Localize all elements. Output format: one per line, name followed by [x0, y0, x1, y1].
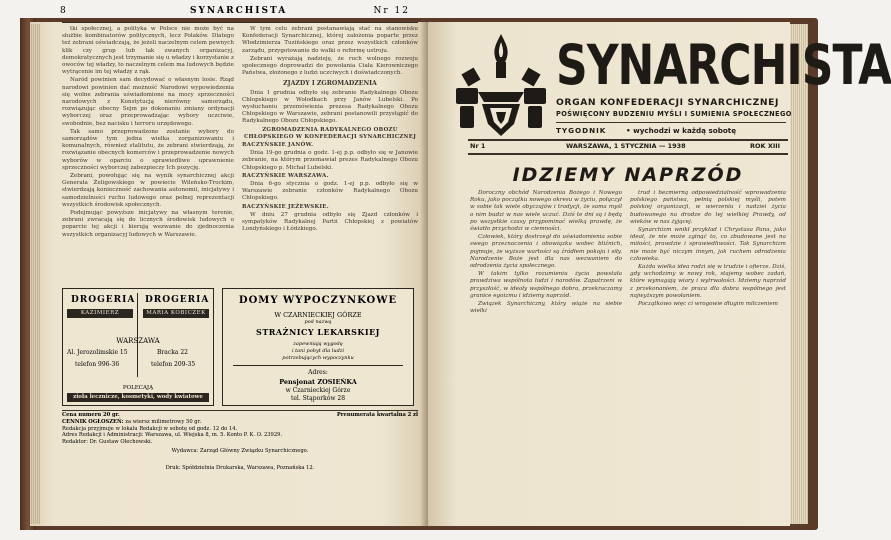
right-column-1	[470, 190, 622, 520]
rest-house-desc: potrzebujących wypoczynku	[282, 355, 354, 361]
admin-address: Adres Redakcji i Administracji: Warszawa, ul. Wiejska 8, m. 5. Konto P. K. O. 23929.	[62, 432, 283, 439]
footer-rule	[62, 410, 418, 411]
running-title: SYNARCHISTA	[190, 6, 288, 16]
masthead-tagline: POŚWIĘCONY BUDZENIU MYŚLI I SUMIENIA SPOŁECZNEGO	[556, 110, 792, 118]
left-page-header	[60, 4, 410, 20]
left-column-1	[62, 26, 234, 284]
paragraph: Tak samo przeprowadzone zostanie wybory do samorządów tym jedna wielka zorganizowaniu i komunalnych, również stalitutu, że zebrani stwierdzają, że rozwiązanie obecnych komerców i przeprowadzenie nowych wyborów w oparciu o sprawiedliwe uprawnienie sprzeczności wyborczej zabezpieczy Ich pozycję.	[62, 128, 234, 171]
rest-house-desc: zapewniają wygodę	[293, 341, 343, 347]
paragraph: Człowiek, który dostrzegł do uświadomienia sobie swego przeznaczenia i obowiązku wobec bliźnich, pojmuje, że wyższe wartości są źródłem pokoju i siły. Narodzenie Boże jest dla nas wezwaniem do odrodzenia życia społecznego.	[470, 234, 622, 270]
publisher: Wydawca: Zarząd Główny Związku Synarchicznego.	[171, 448, 309, 455]
subsection-title: RACZYŃSKIE JANÓW.	[242, 142, 314, 149]
paragraph: Doroczny obchód Narodzenia Bożego i Nowego Roku, jako początku nowego okresu w życiu, połączył w sobie tak wiele obyczajów i tradycji, że sama myśl o nim budzi w nas wiele uczuć. Dziś te dni są i będą po wszystkie czasy przypominać wielką prawdę, że światło przychodzi w ciemności.	[470, 190, 622, 233]
drogeria-goods: zioła lecznicze, kosmetyki, wody kwiatowe	[67, 393, 209, 402]
left-column-2	[242, 26, 418, 284]
drogeria-address: Bracka 22	[157, 349, 188, 356]
paragraph: Synarchizm wnikł przykład i Chrystusa Pana, jako ideał, że nie może zginąć to, co zbudowane jest na miłości, prawdzie i sprawiedliwości. Tak Synarchizm nie może być niczym innym, jak ruchem odrodzenia człowieka.	[630, 227, 786, 262]
section-heading: ZJAZDY I ZGROMADZENIA	[283, 80, 377, 88]
masthead-subtitle: ORGAN KONFEDERACJI SYNARCHICZNEJ	[556, 97, 780, 108]
advertisements	[62, 288, 418, 406]
masthead-title: SYNARCHISTA	[556, 34, 891, 98]
ad-rates-text: za wiersz milimetrowy 50 gr.	[125, 419, 202, 425]
ad-divider	[137, 293, 138, 377]
drogeria-owner: KAZIMIERZ KOBICZEK	[67, 309, 133, 318]
rest-house-title: DOMY WYPOCZYNKOWE	[238, 295, 398, 306]
headline: IDZIEMY NAPRZÓD	[512, 164, 744, 186]
paragraph: W takim tylko rozumieniu życia powstała prawdziwa wspólnota ludzi i narodów. Zapatrzeni w przyszłość, w ideały wspólnego dobra, przekraczamy granice egoizmu i idziemy naprzód.	[470, 271, 622, 299]
issue-price: Cena numeru 20 gr.	[62, 412, 120, 418]
rest-house-address-label: Adres:	[308, 369, 328, 376]
paragraph: Podejmując powyższe inicjatywy na własnym terenie, zebrani zwracają się do licznych środowisk ludowych o poparcie tej akcji i kierują wezwanie do zjednoczenia wszystkich organizacyj ludowych w Warszawie.	[62, 210, 234, 238]
ad-rates	[62, 419, 418, 426]
subsection-title: RACZYŃSKIE JEŻEWSKIE.	[242, 203, 329, 210]
price-row	[62, 412, 418, 419]
drogeria-phone: telefon 996-36	[75, 361, 120, 368]
drogeria-recommend: POLECAJĄ	[122, 385, 154, 391]
issue-number: Nr 1	[470, 142, 486, 150]
rest-house-name: STRAŻNICY LEKARSKIEJ	[256, 327, 380, 337]
paragraph: Zebrani wyrażają nadzieję, że ruch wolnego rozwoju społecznego doprowadzi do powołania Ciała Kierowniczego Państwa, złożonego z ludzi uczciwych i doświadczonych.	[242, 55, 418, 77]
issue-rule-bottom	[468, 153, 788, 155]
editorial-hours: Redakcja przyjmuje w lokalu Redakcji w sobotę od godz. 12 do 14.	[62, 425, 238, 432]
subsection-title: RACZYŃSKIE WARSZAWA.	[242, 172, 329, 179]
drogeria-address: Al. Jerozolimskie 15	[67, 349, 128, 356]
paragraph: Dnia 1 grudnia odbyło się zebranie Radykalnego Obozu Chłopskiego w Wołodkach przy Janów Lubelski. Po wysłuchaniu przemówienia prezesa Radykalnego Obozu Chłopskiego w Warszawie, zebrani postanowili przystąpić do Radykalnego Obozu Chłopskiego.	[242, 89, 418, 125]
drogeria-name: DROGERIA	[145, 295, 210, 305]
page-number: 8	[60, 6, 68, 16]
issue-year: ROK XIII	[750, 142, 781, 150]
paragraph: Dnia 19-go grudnia o godz. 1-ej p.p. odbyło się w Janowie zebranie, na którym przemawiał prezes Radykalnego Obozu Chłopskiego p. Michał Lubelski.	[242, 150, 418, 171]
paragraph: Zebrani, powołując się na wynik synarchicznej akcji Generała Żeligowskiego w powiecie Wileńsko-Trockim, stwierdzają konieczność zachowania autonomii, inicjatywy i samodzielności ruchu ludowego oraz pełnej reprezentacji wszystkich środowisk społecznych.	[62, 173, 234, 208]
drogeria-name: DROGERIA	[71, 295, 136, 305]
ad-rates-label: CENNIK OGŁOSZEŃ:	[62, 419, 124, 425]
right-page-stack	[790, 24, 808, 524]
paragraph: W dniu 27 grudnia odbyło się Zjazd członków i sympatyków Radykalnej Partii Chłopskiej z powiatów Londyńskiego i Łódzkiego.	[242, 211, 418, 233]
right-column-2	[630, 190, 786, 520]
rest-house-under: pod nazwą	[304, 319, 332, 325]
left-page-stack	[30, 24, 40, 524]
rest-house-ad	[222, 288, 414, 406]
rest-house-town: w Czarnieckiej Górze	[285, 387, 351, 394]
paragraph: Naród powinien sam decydować o własnym losie. Rząd narodowi powinien dać możność Narodowi wypowiedzenia się wolne zebrania uświadomione na mocy sprzeczności narodowych z Konstytucją nierówny samorządu, rozwiązując obecny Sejm po dokonaniu zmiany ordynacji wyborczej oraz przeprowadzając wybory uczciwie, swobodnie, bez nacisku i terroru urzędowego.	[62, 77, 234, 127]
paragraph: W tym celu zebrani postanawiają stać na stanowisku Konfederacji Synarchicznej, której założenia poparte przez Włodzimierza Tuzińskiego oraz przez wszystkich członków zarządu, przygotowanie do walki o reformę ustroju.	[242, 26, 418, 54]
paragraph: Początkowo więc ci wrogowie długim milczeniem	[638, 301, 778, 308]
header-rule	[62, 22, 418, 23]
editor-name: Redaktor: Dr. Gustaw Olechowski.	[62, 438, 153, 445]
rest-house-desc: i tani pobyt dla ludzi	[291, 348, 345, 354]
issue-date: WARSZAWA, 1 STYCZNIA — 1938	[566, 142, 686, 150]
footer	[62, 412, 418, 472]
ad-rule	[233, 365, 403, 366]
issue-rule-top	[468, 139, 788, 141]
paragraph: Związek Synarchiczny, który wiąże na siebie wielki	[470, 301, 622, 315]
paragraph: trud i bezmierną odpowiedzialność wprowadzenia polskiego państwa, pełnią polskiej myśli, potem polskiej organizacji, w wierzeniu i nadziei życia budowanego na drodze do tej wielkiej Prawdy, od wieków w nas żyjącej.	[630, 190, 786, 225]
paragraph: Każda wielka idea rodzi się w trudzie i ofierze. Dziś, gdy wchodzimy w nowy rok, stajemy wobec zadań, które wymagają wiary i wytrwałości. Idziemy naprzód z przekonaniem, że praca dla dobra wspólnego jest najwyższym powołaniem.	[630, 264, 786, 299]
drogeria-owner: MARIA KOBICZEK	[143, 309, 209, 318]
paragraph: Dnia 6-go stycznia o godz. 1-ej p.p. odbyło się w Warszawie zebranie członków Radykalnego Obozu Chłopskiego.	[242, 181, 418, 202]
drogeria-phone: telefon 209-35	[151, 361, 196, 368]
rest-house-pension: Pensjonat ZOSIEŃKA	[279, 378, 357, 386]
paragraph: tki społecznej, a polityka w Polsce nie może być na służbie kombinatorów politycznych, lecz Polaków. Dlatego też zebrani oświadczają, że jeżeli naczelnym celem pewnych klik czy grup lub tak zwanych organizacyj, demokratycznych jest trzymanie się u władzy i korzystanie z owoców tej władzy, to naczelnym celem ma ludowych będzie wytrącenie im tej władzy z rąk.	[62, 26, 234, 76]
masthead-rule	[556, 122, 786, 123]
weekly-schedule: • wychodzi w każdą sobotę	[626, 126, 737, 135]
issue-ref: Nr 12	[373, 6, 410, 16]
rest-house-place: W CZARNIECKIEJ GÓRZE	[274, 311, 362, 319]
section-subheading: ZGROMADZENIA RADYKALNEGO OBOZU CHŁOPSKIEGO W KONFEDERACJI SYNARCHICZNEJ	[243, 126, 417, 140]
subscription-price: Prenumerata kwartalna 2 zł	[336, 412, 418, 418]
weekly-label: TYGODNIK	[556, 126, 607, 135]
rest-house-phone: tel. Stąporków 28	[290, 395, 346, 402]
printer: Druk: Spółdzielnia Drukarska, Warszawa, Poznańska 12.	[165, 464, 315, 471]
drogeria-ad	[62, 288, 214, 406]
synarchist-emblem-icon	[452, 32, 550, 140]
drogeria-city: WARSZAWA	[116, 337, 160, 345]
